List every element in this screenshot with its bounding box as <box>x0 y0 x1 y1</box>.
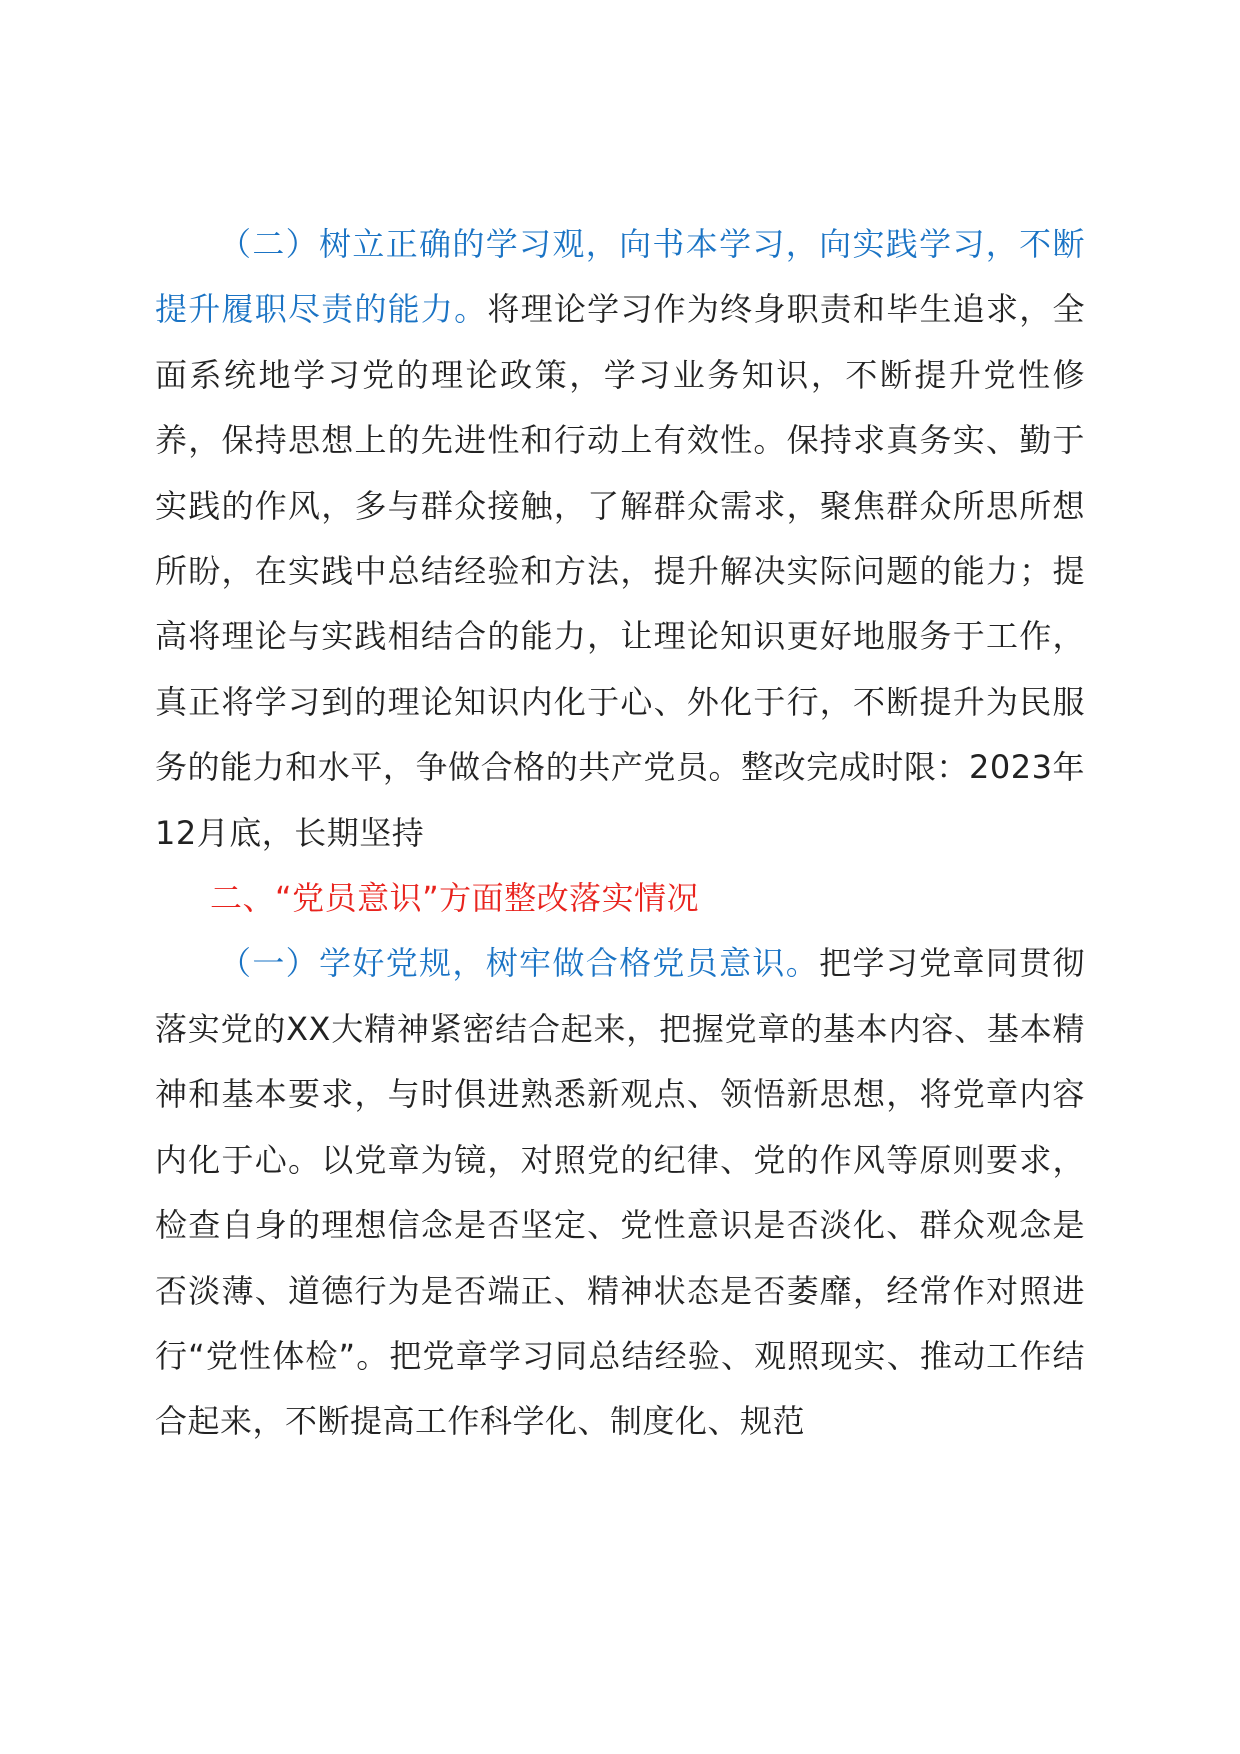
paragraph-lead: （一）学好党规，树牢做合格党员意识。 <box>219 944 820 983</box>
document-page <box>155 212 1085 1455</box>
paragraph-body: 将理论学习作为终身职责和毕生追求，全面系统地学习党的理论政策，学习业务知识，不断提升党性修养，保持思想上的先进性和行动上有效性。保持求真务实、勤于实践的作风，多与群众接触，了解群众需求，聚焦群众所思所想所盼，在实践中总结经验和方法，提升解决实际问题的能力；提高将理论与实践相结合的能力，让理论知识更好地服务于工作，真正将学习到的理论知识内化于心、外化于行，不断提升为民服务的能力和水平，争做合格的共产党员。整改完成时限：2023年12月底，长期坚持 <box>155 290 1085 852</box>
paragraph-section-2-1 <box>155 212 1085 866</box>
paragraph-lead: （二）树立正确的学习观，向书本学习，向实践学习，不断提升履职尽责的能力。 <box>155 225 1085 329</box>
paragraph-section-2-2 <box>155 931 1085 1454</box>
paragraph-body: 把学习党章同贯彻落实党的XX大精神紧密结合起来，把握党章的基本内容、基本精神和基本要求，与时俱进熟悉新观点、领悟新思想，将党章内容内化于心。以党章为镜，对照党的纪律、党的作风等原则要求，检查自身的理想信念是否坚定、党性意识是否淡化、群众观念是否淡薄、道德行为是否端正、精神状态是否萎靡，经常作对照进行“党性体检”。把党章学习同总结经验、观照现实、推动工作结合起来，不断提高工作科学化、制度化、规范 <box>155 944 1085 1441</box>
section-heading: 二、“党员意识”方面整改落实情况 <box>210 879 700 918</box>
